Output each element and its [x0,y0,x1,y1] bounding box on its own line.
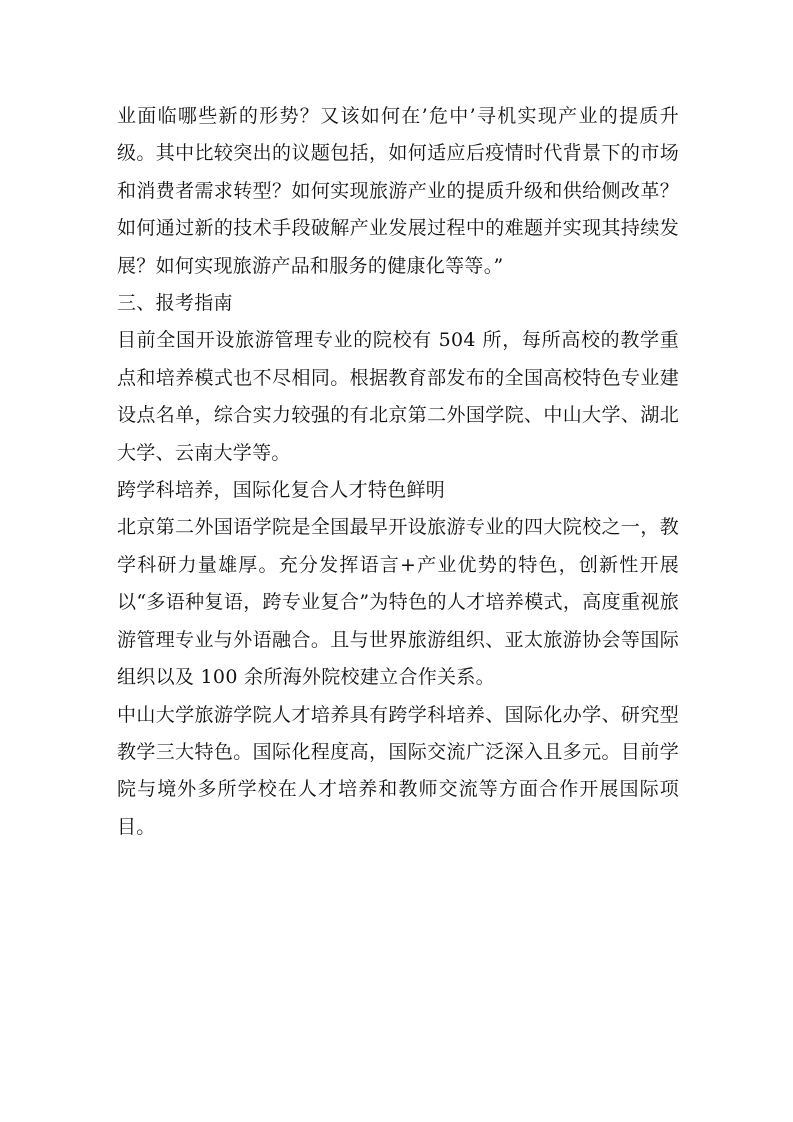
paragraph-bisu: 北京第二外国语学院是全国最早开设旅游专业的四大院校之一，教学科研力量雄厚。充分发挥语言+产业优势的特色，创新性开展以“多语种复语，跨专业复合”为特色的人才培养模式，高度重视旅游管理专业与外语融合。且与世界旅游组织、亚太旅游协会等国际组织以及 100 余所海外院校建立合作关系。 [117,516,679,689]
section-heading-application-guide: 三、报考指南 [117,292,233,315]
paragraph-sysu: 中山大学旅游学院人才培养具有跨学科培养、国际化办学、研究型教学三大特色。国际化程度高，国际交流广泛深入且多元。目前学院与境外多所学校在人才培养和教师交流等方面合作开展国际项目。 [117,703,679,838]
document-body [117,98,679,846]
paragraph-tourism-trends: 业面临哪些新的形势？又该如何在’危中’寻机实现产业的提质升级。其中比较突出的议题包括，如何适应后疫情时代背景下的市场和消费者需求转型？如何实现旅游产业的提质升级和供给侧改革？如何通过新的技术手段破解产业发展过程中的难题并实现其持续发展？如何实现旅游产品和服务的健康化等等。” [117,105,679,277]
subheading-interdisciplinary-training: 跨学科培养，国际化复合人才特色鲜明 [117,479,446,502]
paragraph-universities-overview: 目前全国开设旅游管理专业的院校有 504 所，每所高校的教学重点和培养模式也不尽相同。根据教育部发布的全国高校特色专业建设点名单，综合实力较强的有北京第二外国学院、中山大学、湖北大学、云南大学等。 [117,329,679,464]
